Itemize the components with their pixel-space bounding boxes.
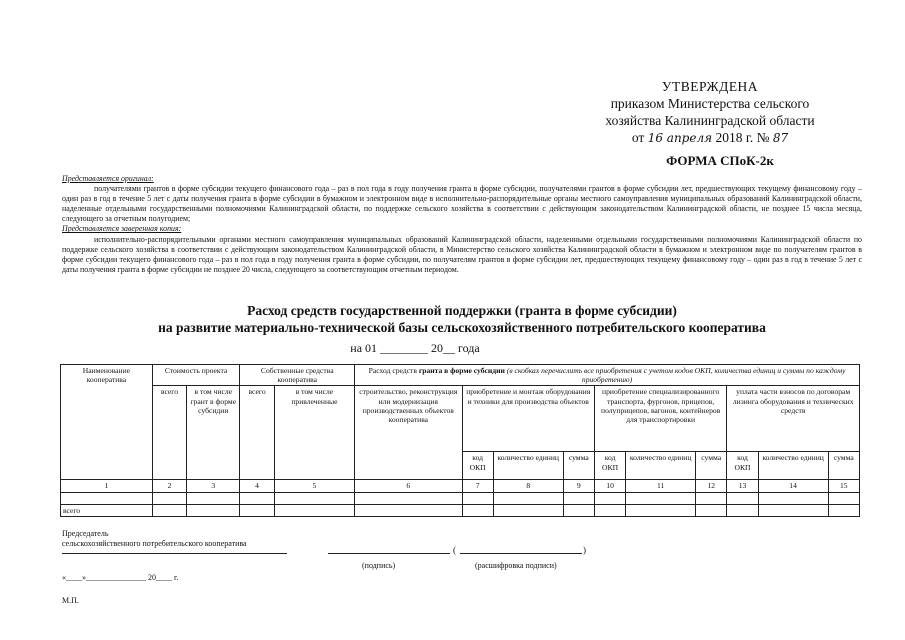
grant-expense-prefix: Расход средств	[368, 366, 419, 375]
note-label-original: Представляется оригинал:	[62, 174, 154, 183]
blank-cell[interactable]	[727, 492, 758, 504]
sub-okp-1: код ОКП	[462, 452, 493, 480]
heading-line-2: на развитие материально-технической базы сельскохозяйственного потребительского кооператива	[158, 320, 766, 335]
grant-expense-note: (в скобках перечислить все приобретения с учетом кодов ОКП, количества единиц и суммы по каждому приобретению)	[504, 366, 846, 385]
total-label: всего	[61, 504, 153, 516]
blank-cell[interactable]	[626, 492, 696, 504]
signature-line[interactable]	[328, 549, 450, 554]
note-text-original: получателями грантов в форме субсидии текущего финансового года – раз в пол года в году получения гранта в форме субсидии, получателями грантов в форме субсидии лет, предшествующих текущему финансовому году – один раз в год в течение 5 лет с даты получения гранта в форме субсидии в бумажном и электронном виде в исполнительно-распорядительные органы местного самоуправления муниципальных образований Калининградской области, наделенные отдельными государственными полномочиями Калининградской области, по поддержке сельского хозяйства в соответствии с действующим законодательством Калининградской области, не позднее 15 числа месяца, следующего за отчетным полугодием;	[62, 184, 862, 224]
blank-cell[interactable]	[758, 492, 828, 504]
total-cell[interactable]	[626, 504, 696, 516]
column-number-row	[61, 480, 860, 492]
col-num-5: 5	[274, 480, 354, 492]
col-num-15: 15	[828, 480, 859, 492]
total-cell[interactable]	[594, 504, 625, 516]
notes-block	[62, 174, 862, 275]
approval-date-handwritten: 16 апреля	[647, 131, 713, 145]
sub-qty-1: количество единиц	[493, 452, 563, 480]
stamp-place: М.П.	[62, 596, 79, 605]
blank-cell[interactable]	[152, 492, 186, 504]
col-num-11: 11	[626, 480, 696, 492]
blank-cell[interactable]	[828, 492, 859, 504]
total-cell[interactable]	[240, 504, 274, 516]
blank-cell[interactable]	[274, 492, 354, 504]
approval-line-2: приказом Министерства сельского	[610, 96, 810, 111]
header-cost-total: всего	[152, 386, 186, 480]
total-cell[interactable]	[355, 504, 462, 516]
col-num-13: 13	[727, 480, 758, 492]
col-num-10: 10	[594, 480, 625, 492]
total-cell[interactable]	[152, 504, 186, 516]
sub-okp-3: код ОКП	[727, 452, 758, 480]
header-name: Наименование кооператива	[61, 365, 153, 480]
header-own-funds: Собственные средства кооператива	[240, 365, 355, 386]
blank-cell[interactable]	[493, 492, 563, 504]
total-cell[interactable]	[462, 504, 493, 516]
blank-cell[interactable]	[187, 492, 240, 504]
blank-cell[interactable]	[696, 492, 727, 504]
report-date-line: на 01 ________ 20__ года	[350, 341, 480, 355]
header-cost-incl-grant: в том числе грант в форме субсидии	[187, 386, 240, 480]
header-own-incl-attracted: в том числе привлеченные	[274, 386, 354, 480]
report-heading	[62, 302, 862, 336]
chairman-organization: сельскохозяйственного потребительского кооператива	[62, 539, 247, 548]
approval-line-3: хозяйства Калининградской области	[605, 113, 815, 128]
col-num-8: 8	[493, 480, 563, 492]
col-num-12: 12	[696, 480, 727, 492]
header-grant-expense	[355, 365, 860, 386]
blank-cell[interactable]	[240, 492, 274, 504]
header-equipment: приобретение и монтаж оборудования и техники для производства объектов	[462, 386, 594, 452]
grant-expense-bold: гранта в форме субсидии	[418, 366, 505, 375]
decode-caption: (расшифровка подписи)	[475, 561, 557, 570]
sub-sum-3: сумма	[828, 452, 859, 480]
sub-qty-2: количество единиц	[626, 452, 696, 480]
form-code: ФОРМА СПоК-2к	[666, 153, 774, 168]
note-text-copy: исполнительно-распорядительными органами местного самоуправления муниципальных образований Калининградской области, наделенными отдельными государственными полномочиями Калининградской области по поддержке сельского хозяйства в соответствии с действующим законодательством Калининградской области, в Министерство сельского хозяйства Калининградской области в бумажном и электронном виде по получателям грантов в форме субсидии текущего финансового года – раз в пол года в году получения гранта в форме субсидии, по получателям грантов в форме субсидии лет, предшествующих текущему финансовому году – один раз в год в течение 5 лет с даты получения гранта в форме субсидии не позднее 20 числа, следующего за соответствующим отчетным периодом.	[62, 234, 862, 274]
total-cell[interactable]	[274, 504, 354, 516]
signature-caption: (подпись)	[362, 561, 396, 570]
blank-cell[interactable]	[355, 492, 462, 504]
total-cell[interactable]	[828, 504, 859, 516]
approval-date	[560, 129, 860, 147]
total-cell[interactable]	[493, 504, 563, 516]
org-name-line[interactable]	[62, 549, 287, 554]
approval-title: УТВЕРЖДЕНА	[661, 79, 759, 94]
sub-qty-3: количество единиц	[758, 452, 828, 480]
total-cell[interactable]	[563, 504, 594, 516]
header-cost: Стоимость проекта	[152, 365, 240, 386]
total-cell[interactable]	[187, 504, 240, 516]
total-cell[interactable]	[696, 504, 727, 516]
blank-cell[interactable]	[61, 492, 153, 504]
blank-cell[interactable]	[563, 492, 594, 504]
blank-data-row	[61, 492, 860, 504]
col-num-4: 4	[240, 480, 274, 492]
col-num-2: 2	[152, 480, 186, 492]
col-num-1: 1	[61, 480, 153, 492]
sub-okp-2: код ОКП	[594, 452, 625, 480]
col-num-9: 9	[563, 480, 594, 492]
total-row	[61, 504, 860, 516]
blank-cell[interactable]	[462, 492, 493, 504]
sub-sum-2: сумма	[696, 452, 727, 480]
decode-paren-open: (	[453, 545, 456, 555]
header-row-2	[61, 386, 860, 452]
decode-line[interactable]	[460, 549, 582, 554]
chairman-title: Председатель	[62, 529, 109, 538]
header-transport: приобретение специализированного транспорта, фургонов, прицепов, полуприцепов, вагонов, контейнеров для транспортировки	[594, 386, 726, 452]
header-leasing: уплата части взносов по договорам лизинга оборудования и технических средств	[727, 386, 860, 452]
col-num-6: 6	[355, 480, 462, 492]
header-own-total: всего	[240, 386, 274, 480]
sub-sum-1: сумма	[563, 452, 594, 480]
approval-block	[560, 78, 860, 147]
total-cell[interactable]	[727, 504, 758, 516]
approval-number-handwritten: 87	[772, 131, 789, 145]
header-construction: строительство, реконструкция или модернизация производственных объектов кооператива	[355, 386, 462, 480]
expense-table	[60, 364, 860, 517]
col-num-7: 7	[462, 480, 493, 492]
approval-year: 2018 г. №	[715, 130, 770, 145]
blank-cell[interactable]	[594, 492, 625, 504]
heading-line-1: Расход средств государственной поддержки (гранта в форме субсидии)	[247, 303, 677, 318]
col-num-3: 3	[187, 480, 240, 492]
signature-date: «____»_______________ 20____ г.	[62, 573, 179, 582]
approval-date-prefix: от	[631, 130, 645, 145]
col-num-14: 14	[758, 480, 828, 492]
note-label-copy: Представляется заверенная копия:	[62, 224, 182, 234]
chairman-block	[62, 529, 247, 549]
total-cell[interactable]	[758, 504, 828, 516]
header-row-1	[61, 365, 860, 386]
decode-paren-close: )	[583, 545, 586, 555]
